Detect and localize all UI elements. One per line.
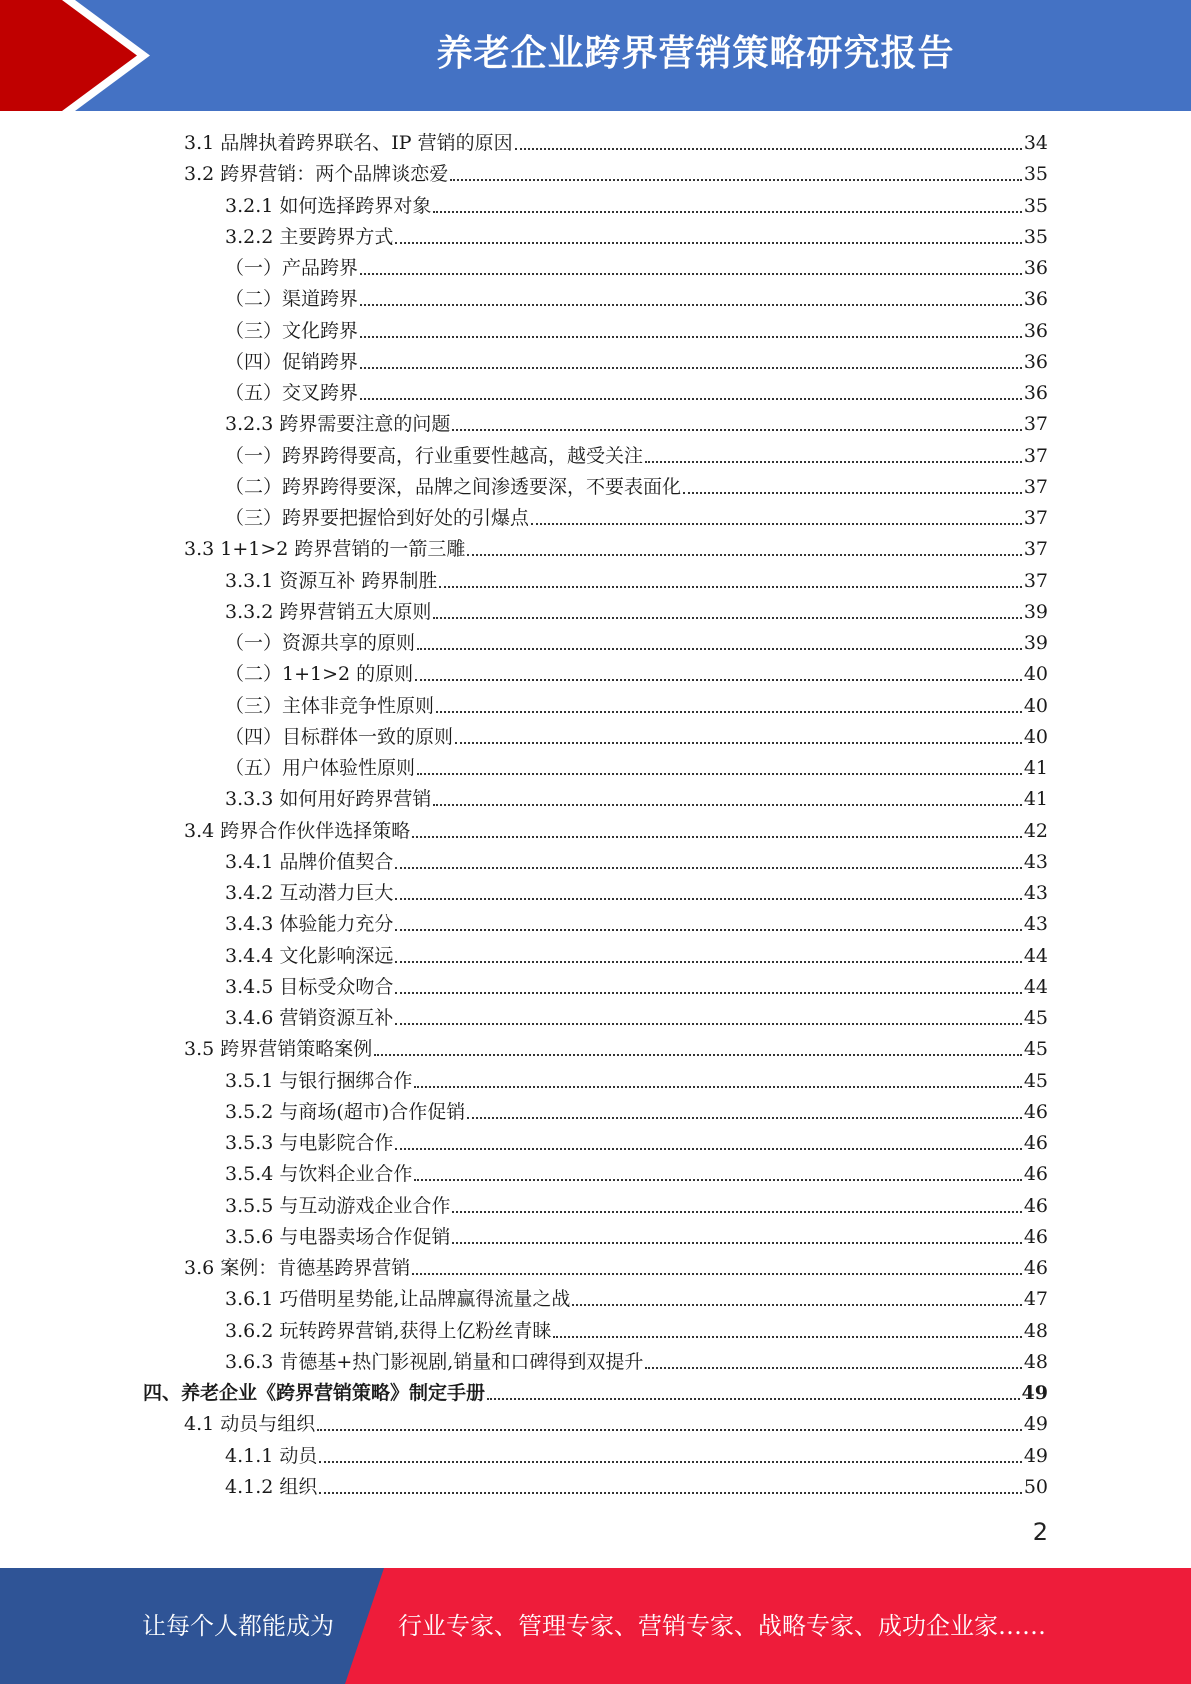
toc-entry-page: 45 [1023, 1069, 1048, 1092]
toc-entry-page: 46 [1023, 1163, 1048, 1186]
toc-entry-label: （一）产品跨界 [225, 257, 359, 279]
toc-entry-label: 4.1.2 组织 [225, 1475, 318, 1498]
toc-entry-label: 3.4.6 营销资源互补 [225, 1007, 394, 1029]
toc-leader-dots [395, 1148, 1021, 1150]
toc-entry-page: 46 [1023, 1132, 1048, 1154]
toc-entry-label: 3.3.1 资源互补 跨界制胜 [225, 569, 438, 592]
toc-entry-page: 43 [1023, 850, 1048, 873]
toc-entry[interactable] [225, 691, 1048, 721]
toc-leader-dots [531, 523, 1022, 525]
toc-leader-dots [319, 1492, 1021, 1494]
toc-entry-label: （一）资源共享的原则 [225, 632, 416, 654]
toc-entry-page: 41 [1023, 788, 1048, 811]
toc-leader-dots [417, 648, 1022, 650]
toc-entry[interactable] [225, 1128, 1048, 1158]
header-arrow-decoration [0, 0, 200, 111]
toc-entry[interactable] [225, 222, 1048, 252]
toc-entry-page: 45 [1023, 1038, 1048, 1061]
toc-entry[interactable] [225, 847, 1048, 877]
toc-leader-dots [395, 1023, 1021, 1025]
toc-entry[interactable] [225, 878, 1048, 908]
toc-entry-label: （二）1+1>2 的原则 [225, 663, 414, 686]
toc-entry[interactable] [225, 441, 1048, 471]
toc-entry-page: 37 [1023, 538, 1048, 561]
toc-entry-label: 四、养老企业《跨界营销策略》制定手册 [143, 1382, 486, 1404]
toc-leader-dots [439, 586, 1021, 588]
toc-entry[interactable] [225, 253, 1048, 283]
footer-slogan-left: 让每个人都能成为 [142, 1612, 334, 1640]
toc-entry-label: 3.4.5 目标受众吻合 [225, 975, 394, 998]
toc-entry-page: 49 [1023, 1413, 1048, 1436]
toc-leader-dots [433, 617, 1021, 619]
toc-entry[interactable] [225, 909, 1048, 939]
toc-entry-page: 49 [1021, 1382, 1048, 1404]
toc-entry-label: 3.3.3 如何用好跨界营销 [225, 788, 432, 811]
toc-entry-label: 3.5.6 与电器卖场合作促销 [225, 1225, 451, 1248]
toc-entry-label: 3.1 品牌执着跨界联名、IP 营销的原因 [184, 132, 513, 154]
toc-leader-dots [487, 1398, 1020, 1400]
toc-entry-label: （三）跨界要把握恰到好处的引爆点 [225, 507, 530, 529]
toc-leader-dots [395, 898, 1021, 900]
toc-leader-dots [360, 304, 1022, 306]
toc-entry[interactable] [184, 534, 1048, 564]
toc-leader-dots [317, 1429, 1022, 1431]
toc-leader-dots [412, 1273, 1022, 1275]
toc-entry[interactable] [225, 566, 1048, 596]
toc-entry[interactable] [225, 659, 1048, 689]
toc-leader-dots [452, 429, 1021, 431]
toc-entry-page: 43 [1023, 882, 1048, 904]
toc-entry[interactable] [225, 1097, 1048, 1127]
toc-leader-dots [374, 1054, 1022, 1056]
toc-leader-dots [645, 1367, 1021, 1369]
toc-entry-page: 43 [1023, 913, 1048, 936]
toc-entry[interactable] [225, 316, 1048, 346]
toc-entry-label: 3.6 案例：肯德基跨界营销 [184, 1257, 411, 1279]
toc-entry[interactable] [225, 1441, 1048, 1471]
toc-entry-label: （四）目标群体一致的原则 [225, 725, 454, 748]
toc-entry[interactable] [225, 284, 1048, 314]
report-title: 养老企业跨界营销策略研究报告 [436, 33, 955, 74]
toc-entry-label: 3.5 跨界营销策略案例 [184, 1038, 373, 1061]
toc-leader-dots [572, 1304, 1021, 1306]
toc-leader-dots [515, 148, 1022, 150]
toc-entry-label: （二）跨界跨得要深，品牌之间渗透要深，不要表面化 [225, 475, 682, 498]
toc-entry-page: 37 [1023, 413, 1048, 436]
toc-entry[interactable] [225, 1222, 1048, 1252]
toc-entry[interactable] [225, 753, 1048, 783]
toc-entry[interactable] [225, 503, 1048, 533]
toc-leader-dots [455, 742, 1022, 744]
toc-entry-label: 3.4 跨界合作伙伴选择策略 [184, 819, 411, 842]
toc-entry-page: 47 [1023, 1288, 1048, 1311]
toc-entry[interactable] [225, 628, 1048, 658]
toc-leader-dots [467, 554, 1021, 556]
toc-leader-dots [412, 836, 1022, 838]
toc-entry-page: 40 [1023, 663, 1048, 686]
toc-entry-label: 3.2.1 如何选择跨界对象 [225, 194, 432, 217]
toc-entry-page: 46 [1023, 1194, 1048, 1217]
toc-leader-dots [452, 1211, 1021, 1213]
toc-entry[interactable] [225, 722, 1048, 752]
toc-entry[interactable] [225, 409, 1048, 439]
toc-entry[interactable] [225, 597, 1048, 627]
toc-entry-label: 3.6.3 肯德基+热门影视剧,销量和口碑得到双提升 [225, 1350, 644, 1373]
toc-leader-dots [414, 1179, 1021, 1181]
toc-entry-page: 50 [1023, 1475, 1048, 1498]
page-footer [0, 1568, 1191, 1684]
toc-entry-page: 48 [1023, 1350, 1048, 1373]
toc-entry-page: 49 [1023, 1444, 1048, 1467]
toc-entry-label: 3.5.3 与电影院合作 [225, 1132, 394, 1154]
toc-entry[interactable] [225, 972, 1048, 1002]
toc-leader-dots [395, 867, 1021, 869]
toc-entry-page: 40 [1023, 694, 1048, 717]
toc-entry[interactable] [184, 816, 1048, 846]
toc-leader-dots [360, 398, 1022, 400]
toc-leader-dots [395, 992, 1021, 994]
toc-entry-label: 4.1.1 动员 [225, 1444, 318, 1467]
toc-entry-page: 46 [1023, 1257, 1048, 1279]
toc-entry-label: 3.4.1 品牌价值契合 [225, 850, 394, 873]
toc-leader-dots [417, 773, 1022, 775]
toc-entry-page: 40 [1023, 725, 1048, 748]
toc-leader-dots [436, 711, 1022, 713]
toc-leader-dots [415, 679, 1022, 681]
toc-entry-label: 3.3 1+1>2 跨界营销的一箭三雕 [184, 538, 466, 561]
toc-entry[interactable] [184, 128, 1048, 158]
toc-entry-page: 36 [1023, 319, 1048, 342]
toc-entry-label: 3.3.2 跨界营销五大原则 [225, 600, 432, 623]
toc-entry-page: 37 [1023, 507, 1048, 529]
footer-slogan-right: 行业专家、管理专家、营销专家、战略专家、成功企业家…… [398, 1612, 1046, 1640]
toc-entry-label: 3.5.5 与互动游戏企业合作 [225, 1194, 451, 1217]
toc-entry-label: （三）文化跨界 [225, 319, 359, 342]
toc-entry[interactable] [225, 1066, 1048, 1096]
toc-leader-dots [452, 1242, 1021, 1244]
toc-entry[interactable] [225, 784, 1048, 814]
toc-entry[interactable] [184, 1253, 1048, 1283]
toc-leader-dots [683, 492, 1022, 494]
toc-entry-page: 48 [1023, 1319, 1048, 1342]
toc-entry[interactable] [225, 1191, 1048, 1221]
toc-entry[interactable] [225, 1472, 1048, 1502]
toc-entry-page: 34 [1023, 132, 1048, 154]
toc-entry-label: 3.4.2 互动潜力巨大 [225, 882, 394, 904]
toc-entry-label: 3.6.2 玩转跨界营销,获得上亿粉丝青睐 [225, 1319, 552, 1342]
toc-entry[interactable] [225, 1159, 1048, 1189]
toc-entry-page: 41 [1023, 757, 1048, 779]
toc-entry-label: 3.2 跨界营销：两个品牌谈恋爱 [184, 163, 449, 186]
toc-leader-dots [395, 961, 1021, 963]
toc-entry-page: 44 [1023, 975, 1048, 998]
toc-entry-page: 36 [1023, 382, 1048, 404]
toc-entry[interactable] [225, 1316, 1048, 1346]
toc-entry[interactable] [225, 378, 1048, 408]
toc-entry-page: 35 [1023, 225, 1048, 248]
toc-leader-dots [645, 461, 1022, 463]
toc-entry-label: （四）促销跨界 [225, 350, 359, 373]
toc-entry-page: 45 [1023, 1007, 1048, 1029]
toc-entry-label: 3.2.3 跨界需要注意的问题 [225, 413, 451, 436]
toc-entry-label: 3.4.4 文化影响深远 [225, 944, 394, 967]
toc-leader-dots [360, 336, 1022, 338]
toc-entry[interactable] [143, 1378, 1048, 1408]
toc-entry[interactable] [184, 1034, 1048, 1064]
toc-entry-label: 3.5.2 与商场(超市)合作促销 [225, 1100, 466, 1123]
toc-entry[interactable] [225, 347, 1048, 377]
toc-entry-page: 36 [1023, 288, 1048, 311]
toc-entry[interactable] [225, 1347, 1048, 1377]
toc-entry[interactable] [184, 1409, 1048, 1439]
toc-entry-page: 39 [1023, 632, 1048, 654]
toc-entry[interactable] [225, 1284, 1048, 1314]
toc-entry-label: （三）主体非竞争性原则 [225, 694, 435, 717]
toc-entry-page: 46 [1023, 1100, 1048, 1123]
toc-leader-dots [395, 929, 1021, 931]
toc-entry-label: （二）渠道跨界 [225, 288, 359, 311]
toc-entry-page: 44 [1023, 944, 1048, 967]
toc-leader-dots [319, 1461, 1021, 1463]
toc-leader-dots [467, 1117, 1022, 1119]
toc-entry-label: 3.5.1 与银行捆绑合作 [225, 1069, 413, 1092]
toc-leader-dots [360, 367, 1022, 369]
toc-entry-label: （五）交叉跨界 [225, 382, 359, 404]
toc-entry[interactable] [225, 191, 1048, 221]
toc-entry-page: 35 [1023, 163, 1048, 186]
toc-entry-page: 35 [1023, 194, 1048, 217]
toc-entry-label: 3.6.1 巧借明星势能,让品牌赢得流量之战 [225, 1288, 571, 1311]
toc-entry-page: 42 [1023, 819, 1048, 842]
toc-entry[interactable] [225, 1003, 1048, 1033]
toc-entry-page: 36 [1023, 350, 1048, 373]
toc-leader-dots [450, 179, 1022, 181]
toc-entry-label: （一）跨界跨得要高，行业重要性越高，越受关注 [225, 444, 644, 467]
toc-leader-dots [433, 211, 1021, 213]
toc-entry-page: 36 [1023, 257, 1048, 279]
toc-leader-dots [433, 804, 1021, 806]
toc-entry-label: （五）用户体验性原则 [225, 757, 416, 779]
toc-leader-dots [414, 1086, 1021, 1088]
toc-entry-page: 37 [1023, 569, 1048, 592]
page-header [0, 0, 1191, 111]
toc-entry-page: 39 [1023, 600, 1048, 623]
toc-entry[interactable] [225, 472, 1048, 502]
toc-entry-label: 3.2.2 主要跨界方式 [225, 225, 394, 248]
toc-leader-dots [360, 273, 1022, 275]
toc-entry[interactable] [184, 159, 1048, 189]
toc-entry-label: 3.5.4 与饮料企业合作 [225, 1163, 413, 1186]
toc-entry-label: 3.4.3 体验能力充分 [225, 913, 394, 936]
toc-entry-page: 46 [1023, 1225, 1048, 1248]
toc-entry-page: 37 [1023, 444, 1048, 467]
toc-entry[interactable] [225, 941, 1048, 971]
toc-entry-page: 37 [1023, 475, 1048, 498]
toc-entry-label: 4.1 动员与组织 [184, 1413, 316, 1436]
toc-leader-dots [553, 1336, 1021, 1338]
toc-leader-dots [395, 242, 1021, 244]
page-number: 2 [1032, 1518, 1048, 1546]
